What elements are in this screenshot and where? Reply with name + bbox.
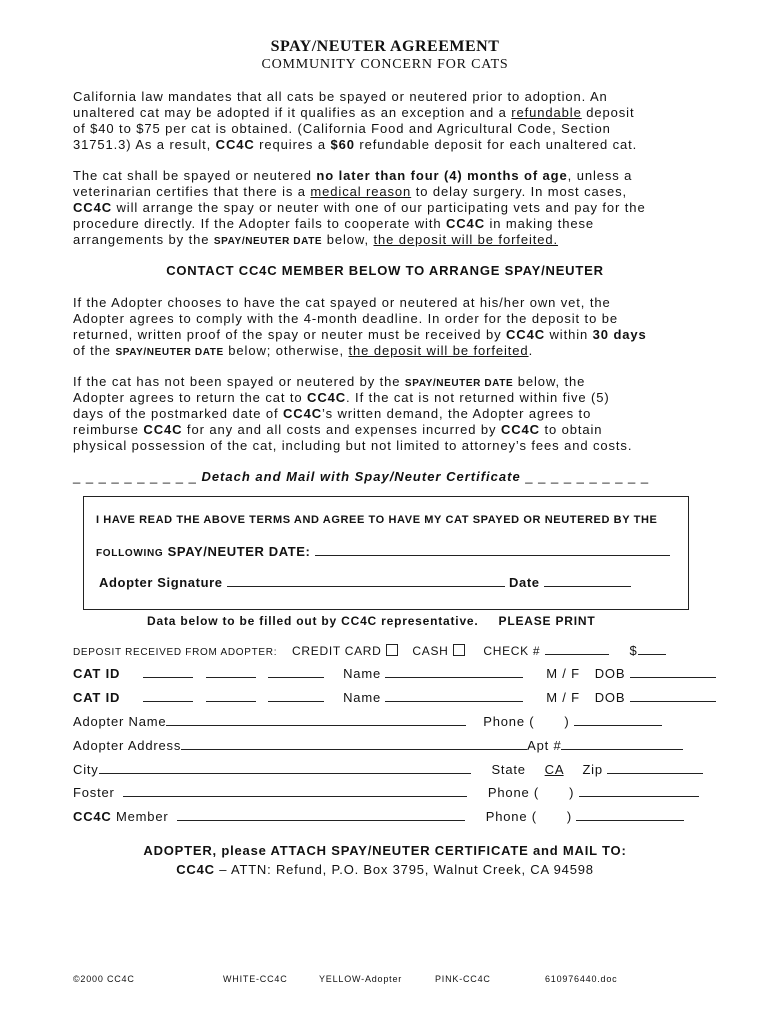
text-line: The cat shall be spayed or neutered no later than four (4) months of age, unless a: [73, 168, 633, 183]
adopter-address-row: Adopter Address Apt #: [73, 737, 683, 755]
text-line: Adopter agrees to comply with the 4-month deadline. In order for the deposit to be: [73, 311, 618, 326]
text-line: of $40 to $75 per cat is obtained. (California Food and Agricultural Code, Section: [73, 121, 611, 136]
paragraph-return: [73, 374, 718, 454]
cat-name-field[interactable]: [385, 665, 523, 678]
paragraph-own-vet: [73, 295, 718, 359]
cat-row: CAT ID Name M / F DOB: [73, 689, 716, 707]
paragraph-deadline: [73, 168, 718, 248]
footer-white-copy: WHITE-CC4C: [223, 974, 288, 984]
foster-phone-field[interactable]: [579, 784, 699, 797]
cat-id-field[interactable]: [206, 665, 256, 678]
cash-checkbox[interactable]: [453, 644, 465, 656]
cat-id-field[interactable]: [268, 665, 324, 678]
member-phone-field[interactable]: [576, 808, 684, 821]
text-line: days of the postmarked date of CC4C’s written demand, the Adopter agrees to: [73, 406, 592, 421]
state-value: CA: [544, 762, 564, 777]
deposit-amount-field[interactable]: [638, 642, 666, 655]
text-line: If the cat has not been spayed or neutered by the SPAY/NEUTER DATE below, the: [73, 374, 586, 389]
adopter-signature-field[interactable]: [227, 574, 505, 587]
zip-field[interactable]: [607, 761, 703, 774]
text-line: CC4C will arrange the spay or neuter with one of our participating vets and pay for the: [73, 200, 646, 215]
cat-dob-field[interactable]: [630, 665, 716, 678]
signature-row: Adopter Signature Date: [99, 574, 631, 590]
cat-id-field[interactable]: [143, 665, 193, 678]
adopter-phone-field[interactable]: [574, 713, 662, 726]
footer-pink-copy: PINK-CC4C: [435, 974, 491, 984]
text-line: reimburse CC4C for any and all costs and expenses incurred by CC4C to obtain: [73, 422, 603, 437]
adopter-address-field[interactable]: [181, 737, 527, 750]
spay-neuter-date-field[interactable]: [315, 543, 670, 556]
text-line: If the Adopter chooses to have the cat spayed or neutered at his/her own vet, the: [73, 295, 611, 310]
mail-address: CC4C – ATTN: Refund, P.O. Box 3795, Walnut Creek, CA 94598: [176, 862, 594, 877]
city-row: City State CA Zip: [73, 761, 703, 779]
member-field[interactable]: [177, 808, 465, 821]
adopter-name-row: Adopter Name Phone ( ): [73, 713, 662, 731]
detach-line: _ _ _ _ _ _ _ _ _ _ Detach and Mail with Spay/Neuter Certificate _ _ _ _ _ _ _ _ _ _: [73, 469, 650, 484]
text-line: unaltered cat may be adopted if it qualifies as an exception and a refundable deposit: [73, 105, 635, 120]
footer-copyright: ©2000 CC4C: [73, 974, 135, 984]
cat-id-field[interactable]: [268, 689, 324, 702]
text-line: procedure directly. If the Adopter fails to cooperate with CC4C in making these: [73, 216, 595, 231]
text-line: of the SPAY/NEUTER DATE below; otherwise, the deposit will be forfeited.: [73, 343, 534, 358]
text-line: veterinarian certifies that there is a medical reason to delay surgery. In most cases,: [73, 184, 628, 199]
text-line: California law mandates that all cats be spayed or neutered prior to adoption. An: [73, 89, 608, 104]
adopter-name-field[interactable]: [166, 713, 466, 726]
deposit-row: DEPOSIT RECEIVED FROM ADOPTER: CREDIT CARD CASH CHECK # $: [73, 642, 666, 660]
cat-row: CAT ID Name M / F DOB: [73, 665, 716, 683]
signature-date-field[interactable]: [544, 574, 631, 587]
rep-note: Data below to be filled out by CC4C representative. PLEASE PRINT: [147, 614, 596, 628]
cat-dob-field[interactable]: [630, 689, 716, 702]
foster-row: Foster Phone ( ): [73, 784, 699, 802]
foster-field[interactable]: [123, 784, 467, 797]
text-line: arrangements by the SPAY/NEUTER DATE below, the deposit will be forfeited.: [73, 232, 559, 247]
check-number-field[interactable]: [545, 642, 609, 655]
credit-card-checkbox[interactable]: [386, 644, 398, 656]
agreement-statement: I HAVE READ THE ABOVE TERMS AND AGREE TO HAVE MY CAT SPAYED OR NEUTERED BY THE: [96, 514, 658, 526]
paragraph-law: [73, 89, 718, 153]
text-line: Adopter agrees to return the cat to CC4C. If the cat is not returned within five (5): [73, 390, 610, 405]
city-field[interactable]: [99, 761, 471, 774]
spay-neuter-date-row: FOLLOWING SPAY/NEUTER DATE:: [96, 543, 670, 559]
mail-heading: ADOPTER, please ATTACH SPAY/NEUTER CERTIFICATE and MAIL TO:: [143, 843, 627, 858]
contact-heading: CONTACT CC4C MEMBER BELOW TO ARRANGE SPAY/NEUTER: [166, 263, 604, 278]
cat-id-field[interactable]: [143, 689, 193, 702]
footer-yellow-copy: YELLOW-Adopter: [319, 974, 403, 984]
member-row: CC4C Member Phone ( ): [73, 808, 684, 826]
footer-doc-name: 610976440.doc: [545, 974, 618, 984]
apt-field[interactable]: [561, 737, 683, 750]
text-line: 31751.3) As a result, CC4C requires a $60 refundable deposit for each unaltered cat.: [73, 137, 638, 152]
cat-name-field[interactable]: [385, 689, 523, 702]
text-line: physical possession of the cat, including but not limited to attorney’s fees and costs.: [73, 438, 633, 453]
document-subtitle: COMMUNITY CONCERN FOR CATS: [261, 57, 509, 72]
cat-id-field[interactable]: [206, 689, 256, 702]
document-title: SPAY/NEUTER AGREEMENT: [270, 38, 500, 55]
text-line: returned, written proof of the spay or neuter must be received by CC4C within 30 days: [73, 327, 647, 342]
